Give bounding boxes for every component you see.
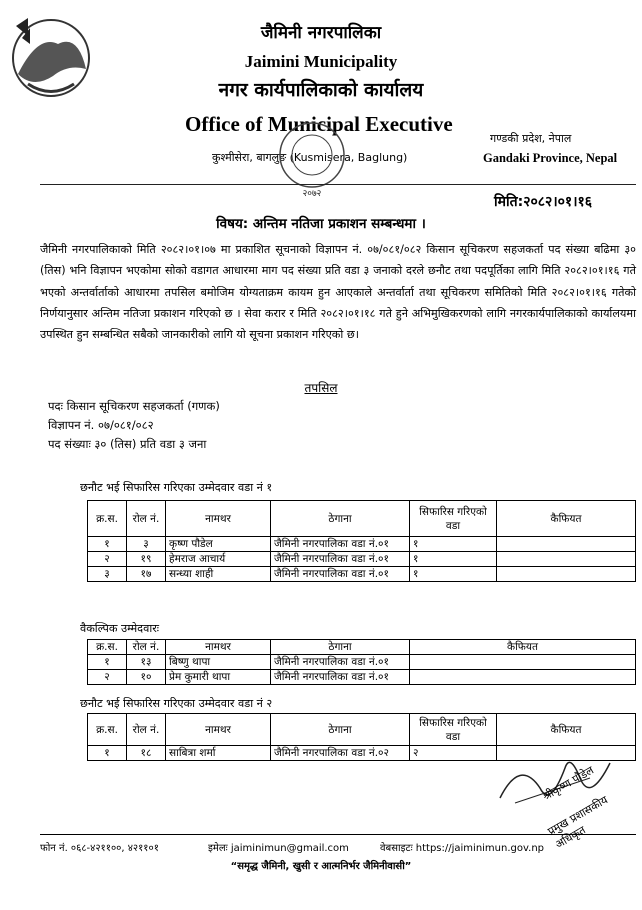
- cell-serial: ३: [88, 567, 127, 582]
- cell-address: जैमिनी नगरपालिका वडा नं.०१: [271, 655, 410, 670]
- cell-serial: १: [88, 655, 127, 670]
- cell-serial: १: [88, 537, 127, 552]
- cell-address: जैमिनी नगरपालिका वडा नं.०१: [271, 552, 410, 567]
- cell-address: जैमिनी नगरपालिका वडा नं.०१: [271, 670, 410, 685]
- col-recommended-ward: सिफारिस गरिएको वडा: [410, 501, 497, 537]
- cell-name: बिष्णु थापा: [166, 655, 271, 670]
- municipality-name-np: जैमिनी नगरपालिका: [260, 23, 382, 43]
- footer-phone: फोन नं. ०६८-४२११००, ४२११०१: [40, 843, 159, 854]
- col-address: ठेगाना: [271, 714, 410, 746]
- table-row: [88, 670, 636, 685]
- cell-remarks: [497, 567, 636, 582]
- cell-address: जैमिनी नगरपालिका वडा नं.०२: [271, 746, 410, 761]
- col-address: ठेगाना: [271, 501, 410, 537]
- col-remarks: कैफियत: [497, 714, 636, 746]
- footer-divider: [40, 834, 636, 835]
- cell-remarks: [497, 537, 636, 552]
- cell-name: सन्ध्या शाही: [166, 567, 271, 582]
- letter-body: जैमिनी नगरपालिकाको मिति २०८२।०१।०७ मा प्रकाशित सूचनाको विज्ञापन नं. ०७/०८१/०८२ किसान सूचिकरण सहजकर्ता पद संख्या बढिमा ३० (तिस) भनि विज्ञापन भएकोमा सोको वडागत आधारमा माग पद संख्या प्रति वडा ३ जनाको दरले छनौट तथा पदपूर्तिका लागि मिति २०८२।०१।१६ गते भएको अन्तर्वार्ताको आधारमा तपसिल बमोजिम योग्यताक्रम कायम हुन आएकाले अन्तर्वार्ता तथा सूचिकरण समितिको मिति २०८२।०१।१६ गतेको निर्णयानुसार अन्तिम नतिजा प्रकाशन गरिएको छ । सेवा करार र मिति २०८२।०१।१८ गते हुने अभिमुखिकरणको लागि नगरकार्यपालिकाको कार्यालयमा उपस्थित हुन सम्बन्धित सबैको जानकारीको लागि यो सूचना प्रकाशन गरिएको छ।: [40, 243, 636, 342]
- col-roll: रोल नं.: [127, 640, 166, 655]
- advertisement-number: विज्ञापन नं. ०७/०८१/०८२: [48, 418, 154, 432]
- table1-caption: छनौट भई सिफारिस गरिएका उम्मेदवार वडा नं १: [80, 481, 273, 494]
- cell-serial: १: [88, 746, 127, 761]
- post-detail: पदः किसान सूचिकरण सहजकर्ता (गणक): [48, 399, 220, 413]
- signatory-title: प्रमुख प्रशासकीय अधिकृत: [545, 793, 611, 852]
- col-name: नामथर: [166, 714, 271, 746]
- col-roll: रोल नं.: [127, 714, 166, 746]
- col-serial: क्र.स.: [88, 640, 127, 655]
- table-row: [88, 655, 636, 670]
- cell-remarks: [497, 552, 636, 567]
- tapsil-heading: तपसिल: [304, 381, 338, 395]
- signatory-name: श्रीकृष्ण पौडेल: [540, 763, 596, 804]
- province-np: गण्डकी प्रदेश, नेपाल: [490, 132, 572, 145]
- cell-name: हेमराज आचार्य: [166, 552, 271, 567]
- col-address: ठेगाना: [271, 640, 410, 655]
- cell-roll: ३: [127, 537, 166, 552]
- cell-roll: १३: [127, 655, 166, 670]
- header-divider: [40, 184, 636, 185]
- letter-date: मिति:२०८२।०१।१६: [494, 194, 593, 210]
- cell-serial: २: [88, 552, 127, 567]
- cell-roll: १७: [127, 567, 166, 582]
- office-stamp: [265, 120, 360, 200]
- cell-ward: १: [410, 537, 497, 552]
- office-name-en: Office of Municipal Executive: [185, 112, 453, 136]
- letter-subject: विषय: अन्तिम नतिजा प्रकाशन सम्बन्धमा ।: [216, 216, 426, 232]
- footer-website: वेबसाइटः https://jaiminimun.gov.np: [380, 843, 545, 854]
- office-name-np: नगर कार्यपालिकाको कार्यालय: [218, 79, 424, 101]
- col-name: नामथर: [166, 501, 271, 537]
- col-remarks: कैफियत: [497, 501, 636, 537]
- alternate-candidates-table: [87, 639, 636, 685]
- cell-roll: १९: [127, 552, 166, 567]
- cell-roll: १०: [127, 670, 166, 685]
- table2-caption: वैकल्पिक उम्मेदवारः: [80, 622, 160, 635]
- stamp-year: २०७२: [302, 189, 322, 199]
- office-address: कुश्मीसेरा, बागलुङ (Kusmisera, Baglung): [212, 151, 408, 164]
- table-header-row: [88, 501, 636, 537]
- footer-slogan: “समृद्ध जैमिनी, खुसी र आत्मनिर्भर जैमिनीवासी”: [230, 861, 412, 872]
- col-remarks: कैफियत: [410, 640, 636, 655]
- cell-name: साबित्रा शर्मा: [166, 746, 271, 761]
- table-header-row: [88, 640, 636, 655]
- municipality-name-en: Jaimini Municipality: [244, 52, 398, 71]
- table-row: [88, 552, 636, 567]
- footer-email: इमेलः jaiminimun@gmail.com: [208, 843, 349, 854]
- cell-ward: २: [410, 746, 497, 761]
- col-recommended-ward: सिफारिस गरिएको वडा: [410, 714, 497, 746]
- cell-roll: १८: [127, 746, 166, 761]
- cell-address: जैमिनी नगरपालिका वडा नं.०१: [271, 537, 410, 552]
- selected-candidates-ward1-table: [87, 500, 636, 582]
- cell-remarks: [410, 655, 636, 670]
- table-row: [88, 567, 636, 582]
- cell-serial: २: [88, 670, 127, 685]
- province-en: Gandaki Province, Nepal: [483, 151, 618, 165]
- cell-ward: १: [410, 552, 497, 567]
- cell-remarks: [410, 670, 636, 685]
- cell-address: जैमिनी नगरपालिका वडा नं.०१: [271, 567, 410, 582]
- table3-caption: छनौट भई सिफारिस गरिएका उम्मेदवार वडा नं २: [80, 697, 273, 710]
- cell-name: कृष्ण पौडेल: [166, 537, 271, 552]
- table-header-row: [88, 714, 636, 746]
- table-row: [88, 537, 636, 552]
- post-count: पद संख्याः ३० (तिस) प्रति वडा ३ जना: [48, 437, 207, 451]
- col-serial: क्र.स.: [88, 501, 127, 537]
- col-serial: क्र.स.: [88, 714, 127, 746]
- col-roll: रोल नं.: [127, 501, 166, 537]
- cell-name: प्रेम कुमारी थापा: [166, 670, 271, 685]
- cell-ward: १: [410, 567, 497, 582]
- col-name: नामथर: [166, 640, 271, 655]
